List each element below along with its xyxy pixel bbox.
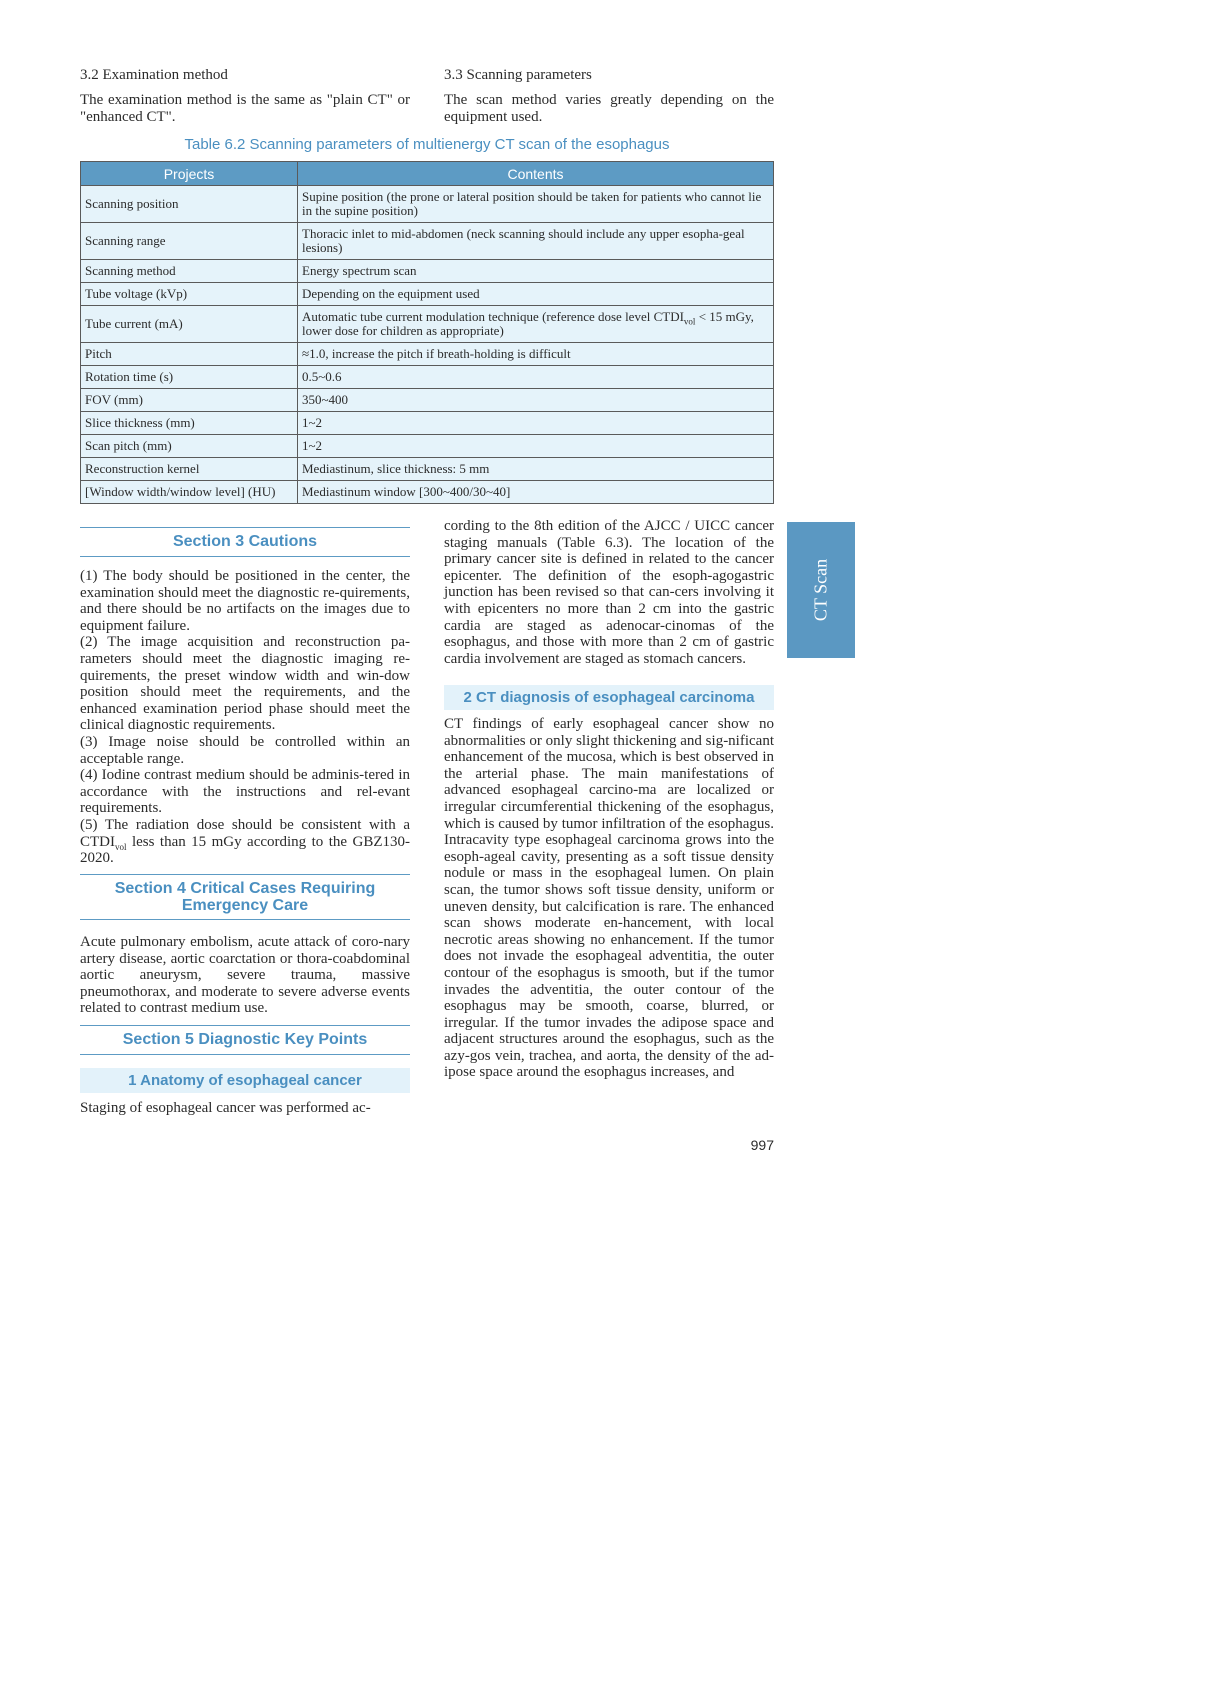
table-cell-project: FOV (mm) bbox=[81, 389, 298, 412]
table-cell-content: 350~400 bbox=[298, 389, 774, 412]
table-row bbox=[81, 458, 774, 481]
table-cell-content: Supine position (the prone or lateral position should be taken for patients who cannot lie in the supine position) bbox=[298, 186, 774, 223]
subsection-ct-diagnosis-title: 2 CT diagnosis of esophageal carcinoma bbox=[444, 685, 774, 710]
table-cell-project: Rotation time (s) bbox=[81, 366, 298, 389]
table-row bbox=[81, 283, 774, 306]
heading-scanning-parameters: 3.3 Scanning parameters bbox=[444, 67, 592, 83]
staging-continued-text: cording to the 8th edition of the AJCC / UICC cancer staging manuals (Table 6.3). The location of the primary cancer site is defined in related to the cancer epicenter. The definition of the esoph-agogastric junction has been revised so that can-cers involving it with epicenters no more than 2 cm into the gastric cardia are staged as adenocar-cinomas of the esophagus, and those with more than 2 cm of gastric cardia involvement are staged as stomach cancers. bbox=[444, 518, 774, 667]
table-cell-project: Pitch bbox=[81, 343, 298, 366]
table-row bbox=[81, 435, 774, 458]
side-tab-label: CT Scan bbox=[810, 558, 831, 622]
side-tab-ct-scan bbox=[787, 522, 855, 658]
heading-examination-method: 3.2 Examination method bbox=[80, 67, 228, 83]
table-row bbox=[81, 260, 774, 283]
section-3-title: Section 3 Cautions bbox=[80, 527, 410, 557]
section-4-title bbox=[80, 874, 410, 920]
table-cell-project: Scanning method bbox=[81, 260, 298, 283]
scanning-parameters-text: The scan method varies greatly depending on the equipment used. bbox=[444, 92, 774, 125]
table-row bbox=[81, 343, 774, 366]
table-cell-content: ≈1.0, increase the pitch if breath-holding is difficult bbox=[298, 343, 774, 366]
examination-method-text: The examination method is the same as "plain CT" or "enhanced CT". bbox=[80, 92, 410, 125]
table-cell-project: Slice thickness (mm) bbox=[81, 412, 298, 435]
table-cell-content: 1~2 bbox=[298, 412, 774, 435]
caution-5-post: less than 15 mGy according to the GBZ130-2020. bbox=[80, 833, 410, 867]
table-cell-project: Tube current (mA) bbox=[81, 306, 298, 343]
table-row bbox=[81, 389, 774, 412]
caution-4: (4) Iodine contrast medium should be adminis-tered in accordance with the instructions and rel-evant requirements. bbox=[80, 767, 410, 817]
page-number: 997 bbox=[750, 1137, 774, 1153]
table-cell-project: [Window width/window level] (HU) bbox=[81, 481, 298, 504]
section-4-body: Acute pulmonary embolism, acute attack of coro-nary artery disease, aortic coarctation or thora-coabdominal aortic aneurysm, severe trauma, massive pneumothorax, and moderate to severe adverse events related to contrast medium use. bbox=[80, 934, 410, 1017]
table-cell-content: Mediastinum, slice thickness: 5 mm bbox=[298, 458, 774, 481]
table-cell-project: Scanning position bbox=[81, 186, 298, 223]
caution-5-subscript: vol bbox=[115, 841, 127, 852]
section-4-title-line2: Emergency Care bbox=[181, 897, 309, 914]
table-cell-content bbox=[298, 306, 774, 343]
caution-1: (1) The body should be positioned in the center, the examination should meet the diagnostic re-quirements, and there should be no artifacts on the images due to equipment failure. bbox=[80, 568, 410, 634]
tube-current-text-post: < 15 mGy, lower dose for children as appropriate) bbox=[302, 309, 754, 338]
table-cell-project: Tube voltage (kVp) bbox=[81, 283, 298, 306]
section-4-title-line1: Section 4 Critical Cases Requiring bbox=[114, 880, 376, 897]
table-cell-content: Mediastinum window [300~400/30~40] bbox=[298, 481, 774, 504]
caution-5-pre: (5) The radiation dose should be consistent with a CTDI bbox=[80, 816, 410, 850]
tube-current-subscript: vol bbox=[683, 316, 696, 327]
table-cell-content: Thoracic inlet to mid-abdomen (neck scanning should include any upper esopha-geal lesions) bbox=[298, 223, 774, 260]
section-5-title: Section 5 Diagnostic Key Points bbox=[80, 1025, 410, 1055]
parameters-table bbox=[80, 161, 774, 504]
table-row bbox=[81, 481, 774, 504]
table-cell-content: 0.5~0.6 bbox=[298, 366, 774, 389]
column-header-contents: Contents bbox=[298, 162, 774, 186]
table-row bbox=[81, 306, 774, 343]
section-3-body bbox=[80, 568, 410, 867]
table-cell-content: Depending on the equipment used bbox=[298, 283, 774, 306]
table-row bbox=[81, 223, 774, 260]
parameters-table-wrap bbox=[80, 161, 774, 504]
column-header-projects: Projects bbox=[81, 162, 298, 186]
table-cell-project: Reconstruction kernel bbox=[81, 458, 298, 481]
table-row bbox=[81, 366, 774, 389]
table-cell-project: Scan pitch (mm) bbox=[81, 435, 298, 458]
caution-3: (3) Image noise should be controlled within an acceptable range. bbox=[80, 733, 410, 767]
table-cell-project: Scanning range bbox=[81, 223, 298, 260]
table-cell-content: Energy spectrum scan bbox=[298, 260, 774, 283]
table-row bbox=[81, 186, 774, 223]
table-header-row bbox=[81, 162, 774, 186]
caution-2: (2) The image acquisition and reconstruction pa-rameters should meet the diagnostic imaging re-quirements, the preset window width and win-dow position should meet the requirements, and the enhanced examination period phase should meet the clinical diagnostic requirements. bbox=[80, 634, 410, 734]
table-row bbox=[81, 412, 774, 435]
table-cell-content: 1~2 bbox=[298, 435, 774, 458]
subsection-anatomy-text: Staging of esophageal cancer was performed ac- bbox=[80, 1100, 371, 1116]
subsection-anatomy-title: 1 Anatomy of esophageal cancer bbox=[80, 1068, 410, 1093]
caution-5 bbox=[80, 817, 410, 867]
ct-diagnosis-text: CT findings of early esophageal cancer show no abnormalities or only slight thickening and sig-nificant enhancement of the mucosa, which is best observed in the arterial phase. The main manifestations of advanced esophageal carcino-ma are localized or irregular circumferential thickening of the esophagus, which is caused by tumor infiltration of the esophagus. Intracavity type esophageal carcinoma grows into the esoph-ageal cavity, presenting as a soft tissue density nodule or mass in the esophageal lumen. On plain scan, the tumor shows soft tissue density, uniform or uneven density, but calcification is rare. The enhanced scan shows moderate en-hancement, with local necrotic areas showing no enhancement. If the tumor does not invade the esophageal adventitia, the outer contour of the esophagus is smooth, but if the tumor invades the adventitia, the outer contour of the esophagus may be smooth, coarse, blurred, or irregular. If the tumor invades the adipose space and adjacent structures around the esophagus, such as the azy-gos vein, trachea, and aorta, the density of the ad-ipose space around the esophagus increases, and bbox=[444, 716, 774, 1081]
tube-current-text-pre: Automatic tube current modulation technique (reference dose level CTDI bbox=[302, 309, 684, 324]
table-caption: Table 6.2 Scanning parameters of multienergy CT scan of the esophagus bbox=[184, 136, 670, 153]
